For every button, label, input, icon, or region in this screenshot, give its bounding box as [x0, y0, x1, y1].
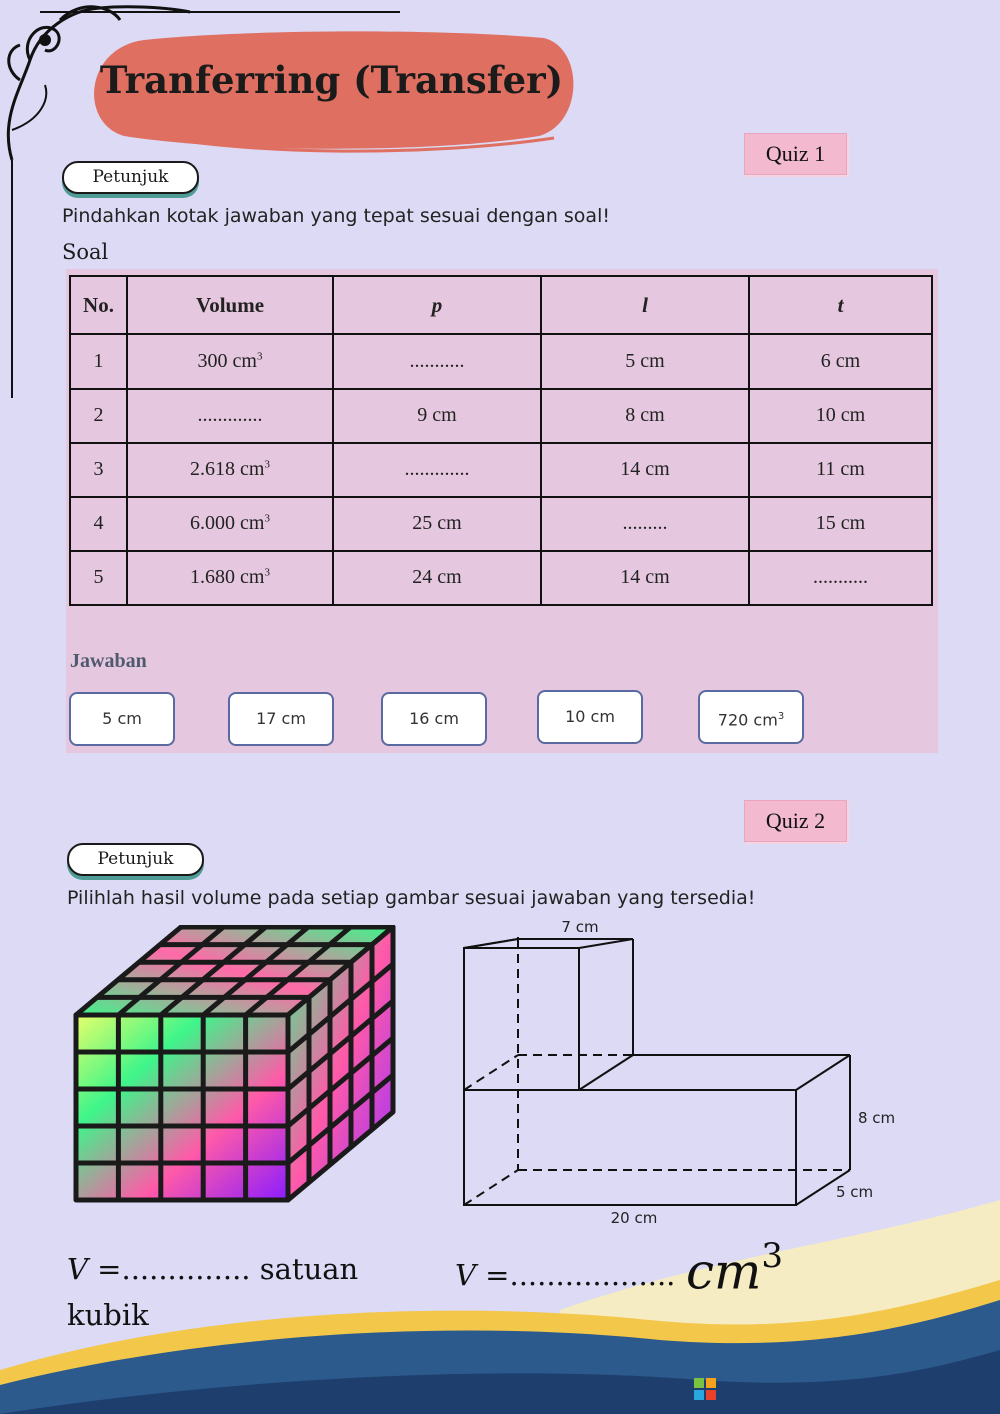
- label-depth: 5 cm: [836, 1183, 874, 1201]
- cell-l: 14 cm: [541, 551, 749, 605]
- table-row: [70, 551, 932, 605]
- cube-front-face: [76, 1015, 288, 1200]
- table-header-row: [70, 276, 932, 334]
- header-l: l: [541, 276, 749, 334]
- table-row: [70, 334, 932, 388]
- header-p: p: [333, 276, 541, 334]
- bottom-wave-decoration: [0, 1200, 1000, 1414]
- cell-t: 15 cm: [749, 497, 932, 551]
- unit-cube-figure: [70, 925, 400, 1205]
- formula-2-unit: $cm^3$: [686, 1236, 784, 1301]
- cell-t: 6 cm: [749, 334, 932, 388]
- cell-volume: 2.618 $cm^3$: [127, 443, 333, 497]
- answer-box-1[interactable]: 5 cm: [69, 692, 175, 746]
- page-title: Tranferring (Transfer): [99, 58, 564, 102]
- cell-p-blank[interactable]: ...........: [333, 334, 541, 388]
- cell-p-blank[interactable]: .............: [333, 443, 541, 497]
- quiz1-badge: Quiz 1: [744, 133, 847, 175]
- table-row: [70, 389, 932, 443]
- cube-exponent: 3: [777, 711, 785, 722]
- quiz2-hint-label: Petunjuk: [67, 843, 204, 876]
- cell-no: 5: [70, 551, 127, 605]
- answer-box-3[interactable]: 16 cm: [381, 692, 487, 746]
- cell-p: 9 cm: [333, 389, 541, 443]
- quiz2-instruction: Pilihlah hasil volume pada setiap gambar sesuai jawaban yang tersedia!: [67, 887, 756, 909]
- quiz1-instruction: Pindahkan kotak jawaban yang tepat sesuai dengan soal!: [62, 205, 610, 227]
- header-no: No.: [70, 276, 127, 334]
- header-volume: Volume: [127, 276, 333, 334]
- cell-l: 14 cm: [541, 443, 749, 497]
- quiz2-badge: Quiz 2: [744, 800, 847, 842]
- cell-p: 24 cm: [333, 551, 541, 605]
- cell-no: 1: [70, 334, 127, 388]
- soal-label: Soal: [62, 240, 109, 264]
- cube-exponent: 3: [264, 566, 270, 579]
- label-length: 20 cm: [610, 1209, 658, 1227]
- cube-exponent: 3: [256, 350, 263, 363]
- table-row: [70, 443, 932, 497]
- cell-t: 11 cm: [749, 443, 932, 497]
- cell-no: 3: [70, 443, 127, 497]
- cell-t: 10 cm: [749, 389, 932, 443]
- answer-box-5[interactable]: 720 $cm^3$: [698, 690, 804, 744]
- cell-l-blank[interactable]: .........: [541, 497, 749, 551]
- cube-exponent: 3: [264, 458, 270, 471]
- formula-2-blank[interactable]: =..................: [475, 1258, 676, 1292]
- cell-no: 4: [70, 497, 127, 551]
- answer-box-2[interactable]: 17 cm: [228, 692, 334, 746]
- cell-p: 25 cm: [333, 497, 541, 551]
- header-t: t: [749, 276, 932, 334]
- formula-2: V =..................: [455, 1258, 676, 1292]
- answers-label: Jawaban: [70, 650, 147, 672]
- cell-l: 8 cm: [541, 389, 749, 443]
- formula-1-unit: kubik: [67, 1298, 149, 1332]
- cell-volume: 300 $cm^3$: [127, 334, 333, 388]
- l-shape-prism-figure: [440, 915, 910, 1230]
- cell-t-blank[interactable]: ...........: [749, 551, 932, 605]
- cell-volume: 6.000 $cm^3$: [127, 497, 333, 551]
- table-row: [70, 497, 932, 551]
- label-top: 7 cm: [561, 918, 599, 936]
- formula-1: V =.............. satuan: [67, 1252, 359, 1286]
- answer-box-4[interactable]: 10 cm: [537, 690, 643, 744]
- liveworksheets-logo-icon: [694, 1378, 718, 1402]
- formula-1-blank[interactable]: =.............. satuan: [87, 1252, 359, 1286]
- cell-volume-blank[interactable]: .............: [127, 389, 333, 443]
- cell-no: 2: [70, 389, 127, 443]
- cube-exponent: 3: [264, 512, 270, 525]
- cell-volume: 1.680 $cm^3$: [127, 551, 333, 605]
- cell-l: 5 cm: [541, 334, 749, 388]
- quiz1-hint-label: Petunjuk: [62, 161, 199, 194]
- soal-table: [69, 275, 933, 606]
- label-height: 8 cm: [858, 1109, 896, 1127]
